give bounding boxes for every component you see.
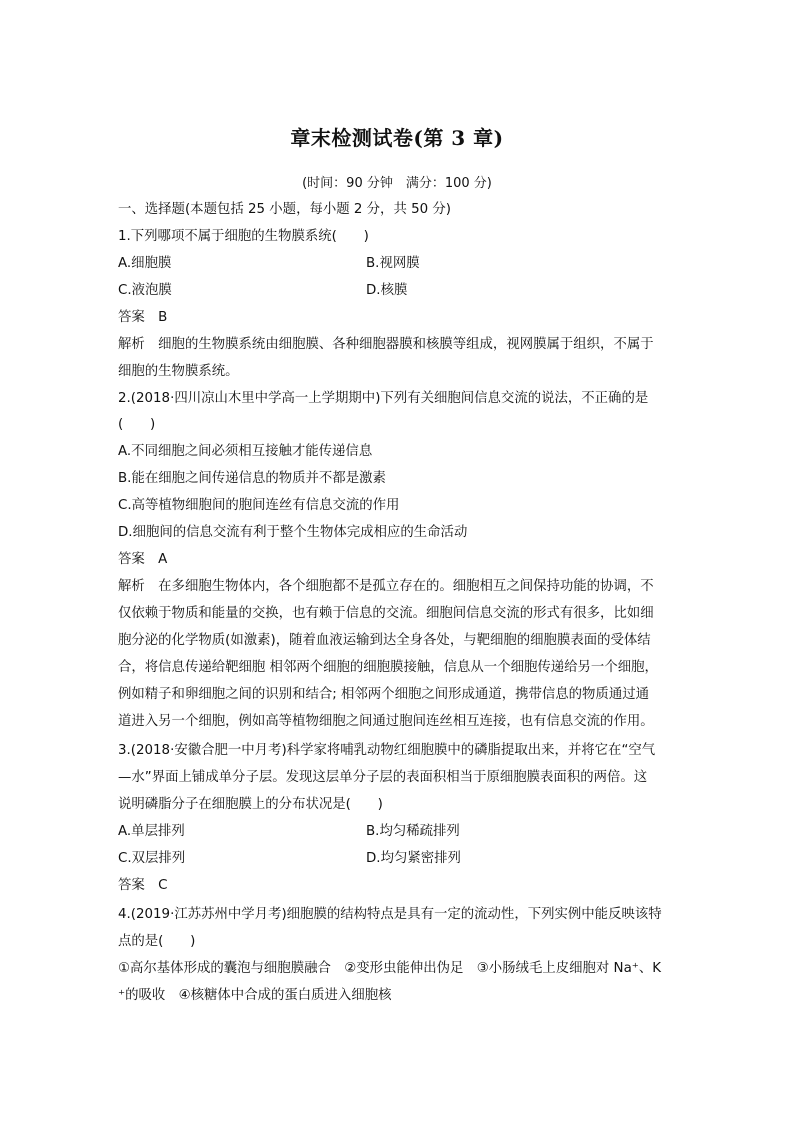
- q2-analysis-line: 胞分泌的化学物质(如激素)，随着血液运输到达全身各处，与靶细胞的细胞膜表面的受体结: [118, 633, 651, 648]
- page-title: 章末检测试卷(第 3 章): [290, 126, 504, 150]
- q2-stem-line: ( ): [118, 417, 156, 432]
- q1-answer: 答案 B: [118, 310, 168, 325]
- q2-option-c: C.高等植物细胞间的胞间连丝有信息交流的作用: [118, 498, 400, 513]
- q2-analysis-line: 道进入另一个细胞，例如高等植物细胞之间通过胞间连丝相互连接，也有信息交流的作用。: [118, 714, 654, 729]
- q1-option-b: B.视网膜: [366, 256, 420, 271]
- q2-analysis-line: 仅依赖于物质和能量的交换，也有赖于信息的交流。细胞间信息交流的形式有很多，比如细: [118, 606, 654, 621]
- q2-analysis-line: 合，将信息传递给靶细胞 相邻两个细胞的细胞膜接触，信息从一个细胞传递给另一个细胞，: [118, 660, 658, 675]
- q4-statements-line: ①高尔基体形成的囊泡与细胞膜融合 ②变形虫能伸出伪足 ③小肠绒毛上皮细胞对 Na⁺、K: [118, 961, 662, 976]
- q2-option-b: B.能在细胞之间传递信息的物质并不都是激素: [118, 471, 386, 486]
- q2-stem-line: 2.(2018·四川凉山木里中学高一上学期期中)下列有关细胞间信息交流的说法，不正确的是: [118, 391, 649, 406]
- q4-stem-line: 点的是( ): [118, 934, 196, 949]
- q1-option-d: D.核膜: [366, 283, 408, 298]
- q3-stem-line: 说明磷脂分子在细胞膜上的分布状况是( ): [118, 797, 383, 812]
- q1-option-a: A.细胞膜: [118, 256, 172, 271]
- q3-stem-line: 3.(2018·安徽合肥一中月考)科学家将哺乳动物红细胞膜中的磷脂提取出来，并将它在“空气: [118, 743, 656, 758]
- exam-info: (时间：90 分钟 满分：100 分): [302, 176, 492, 191]
- q3-answer: 答案 C: [118, 878, 168, 893]
- q1-analysis-line: 解析 细胞的生物膜系统由细胞膜、各种细胞器膜和核膜等组成，视网膜属于组织，不属于: [118, 337, 654, 352]
- q2-analysis-line: 解析 在多细胞生物体内，各个细胞都不是孤立存在的。细胞相互之间保持功能的协调，不: [118, 579, 654, 594]
- q4-statements-line: ⁺的吸收 ④核糖体中合成的蛋白质进入细胞核: [118, 988, 392, 1003]
- q2-option-a: A.不同细胞之间必须相互接触才能传递信息: [118, 444, 373, 459]
- q1-stem: 1.下列哪项不属于细胞的生物膜系统( ): [118, 229, 369, 244]
- q2-answer: 答案 A: [118, 552, 168, 567]
- q4-stem-line: 4.(2019·江苏苏州中学月考)细胞膜的结构特点是具有一定的流动性，下列实例中能反映该特: [118, 907, 662, 922]
- q3-option-b: B.均匀稀疏排列: [366, 824, 460, 839]
- section-heading: 一、选择题(本题包括 25 小题，每小题 2 分，共 50 分): [118, 202, 452, 217]
- q1-option-c: C.液泡膜: [118, 283, 172, 298]
- q2-analysis-line: 例如精子和卵细胞之间的识别和结合; 相邻两个细胞之间形成通道，携带信息的物质通过通: [118, 687, 649, 702]
- q3-option-d: D.均匀紧密排列: [366, 851, 461, 866]
- q1-analysis-line: 细胞的生物膜系统。: [118, 364, 239, 379]
- q3-option-c: C.双层排列: [118, 851, 186, 866]
- q3-stem-line: —水”界面上铺成单分子层。发现这层单分子层的表面积相当于原细胞膜表面积的两倍。这: [118, 770, 648, 785]
- q3-option-a: A.单层排列: [118, 824, 185, 839]
- q2-option-d: D.细胞间的信息交流有利于整个生物体完成相应的生命活动: [118, 525, 468, 540]
